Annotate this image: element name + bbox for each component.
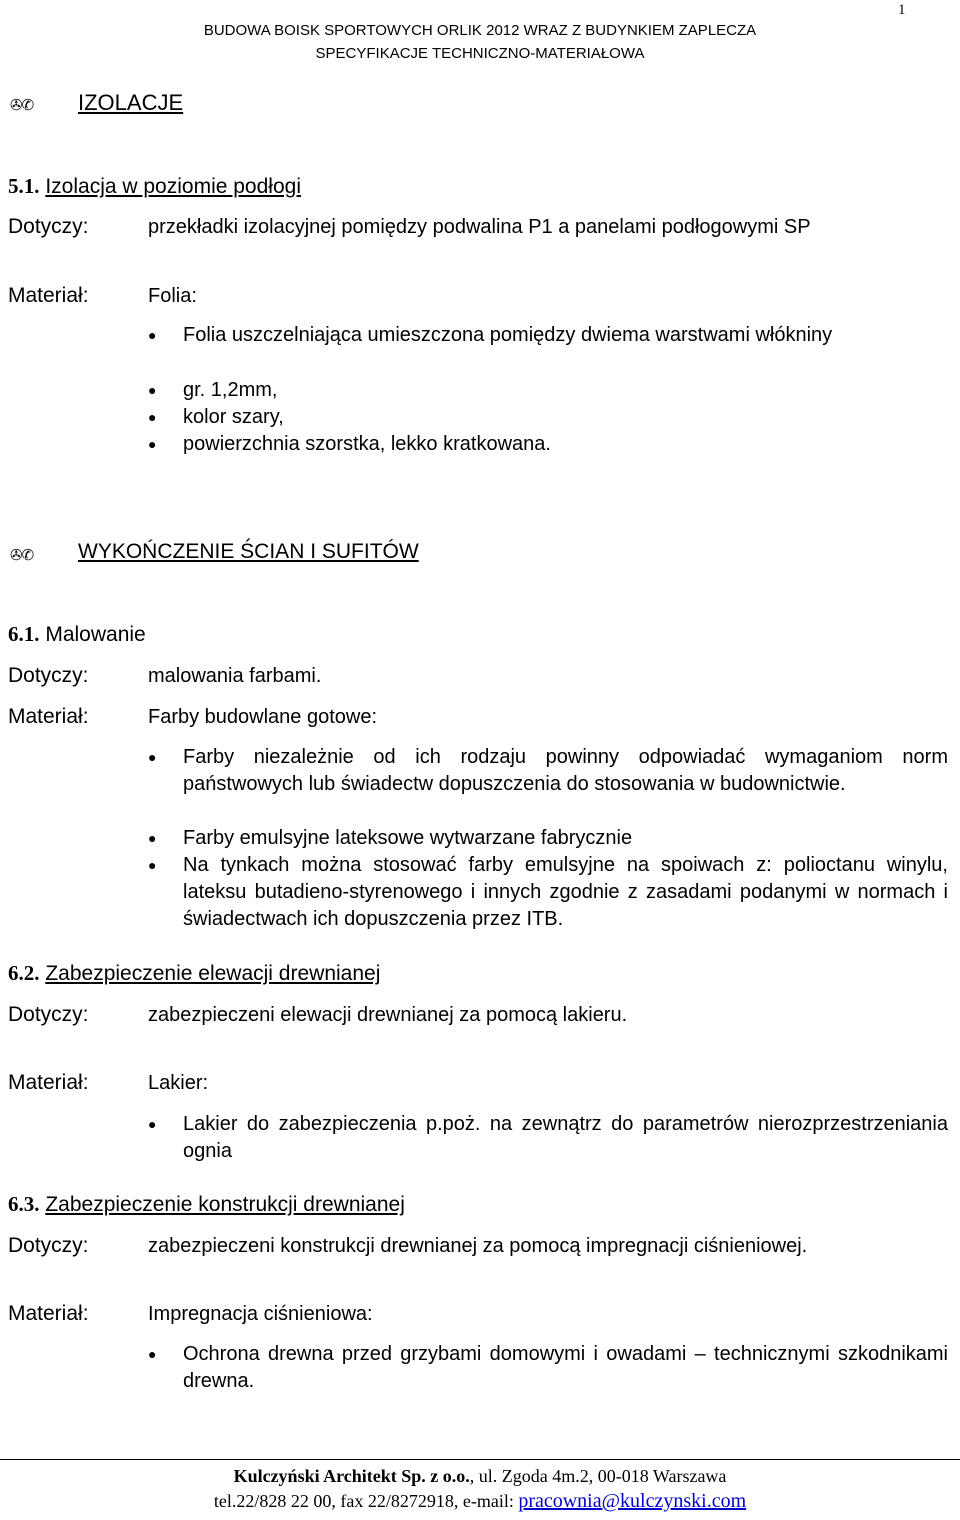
section-bullet-icon: ✇✆ xyxy=(10,546,34,564)
bullet-icon: ● xyxy=(148,1346,157,1362)
bullet-icon: ● xyxy=(148,830,157,846)
header-line-2: SPECYFIKACJE TECHNICZNO-MATERIAŁOWA xyxy=(315,45,645,62)
subsection-5-1-heading xyxy=(8,174,301,199)
list-item: ● powierzchnia szorstka, lekko kratkowana. xyxy=(148,431,948,458)
list-item: ● Lakier do zabezpieczenia p.poż. na zewnątrz do parametrów nierozprzestrzeniania ognia xyxy=(148,1113,948,1162)
list-item: ● gr. 1,2mm, xyxy=(148,377,948,404)
footer-line-1 xyxy=(0,1466,960,1487)
footer-address: , ul. Zgoda 4m.2, 00-018 Warszawa xyxy=(469,1466,727,1486)
subsection-title: Zabezpieczenie elewacji drewnianej xyxy=(45,962,381,985)
list-item: ● Na tynkach można stosować farby emulsyjne na spoiwach z: polioctanu winylu, lateksu butadieno-styrenowego i innych zgodnie z zasadami podanymi w normach i świadectwach ich dopuszczenia przez ITB. xyxy=(148,854,948,930)
dotyczy-label: Dotyczy: xyxy=(8,664,89,687)
subsection-title: Zabezpieczenie konstrukcji drewnianej xyxy=(45,1193,405,1216)
bullet-icon: ● xyxy=(148,436,157,452)
dotyczy-label: Dotyczy: xyxy=(8,1003,89,1026)
section-6-title: WYKOŃCZENIE ŚCIAN I SUFITÓW xyxy=(78,540,419,563)
list-item: ● Folia uszczelniająca umieszczona pomiędzy dwiema warstwami włókniny xyxy=(148,322,948,349)
list-item: ● Ochrona drewna przed grzybami domowymi i owadami – technicznymi szkodnikami drewna. xyxy=(148,1343,948,1392)
dotyczy-label: Dotyczy: xyxy=(8,215,89,238)
subsection-number: 6.2. xyxy=(8,961,40,985)
bullet-icon: ● xyxy=(148,409,157,425)
subsection-number: 6.3. xyxy=(8,1192,40,1216)
subsection-title: Izolacja w poziomie podłogi xyxy=(45,175,301,198)
bullet-icon: ● xyxy=(148,327,157,343)
dotyczy-value: malowania farbami. xyxy=(148,665,322,687)
dotyczy-label: Dotyczy: xyxy=(8,1234,89,1257)
footer-divider xyxy=(0,1459,960,1460)
section-5-title: IZOLACJE xyxy=(78,90,184,115)
bullet-icon: ● xyxy=(148,382,157,398)
subsection-6-1-heading xyxy=(8,622,146,647)
list-item: ● kolor szary, xyxy=(148,404,948,431)
material-value: Lakier: xyxy=(148,1072,209,1094)
footer-email-link[interactable]: pracownia@kulczynski.com xyxy=(518,1490,747,1512)
subsection-number: 5.1. xyxy=(8,174,40,198)
material-label: Materiał: xyxy=(8,1071,89,1094)
material-label: Materiał: xyxy=(8,1302,89,1325)
dotyczy-value: przekładki izolacyjnej pomiędzy podwalina P1 a panelami podłogowymi SP xyxy=(148,216,811,238)
subsection-title: Malowanie xyxy=(45,623,146,646)
section-bullet-icon: ✇✆ xyxy=(10,96,34,114)
dotyczy-value: zabezpieczeni konstrukcji drewnianej za pomocą impregnacji ciśnieniowej. xyxy=(148,1235,808,1257)
page-number: 1 xyxy=(898,2,906,18)
bullet-icon: ● xyxy=(148,857,157,873)
footer-company: Kulczyński Architekt Sp. z o.o. xyxy=(233,1466,470,1486)
material-value: Folia: xyxy=(148,285,197,307)
subsection-6-2-heading xyxy=(8,961,380,986)
footer-contact: tel.22/828 22 00, fax 22/8272918, e-mail: xyxy=(213,1491,519,1511)
bullet-icon: ● xyxy=(148,1116,157,1132)
bullet-icon: ● xyxy=(148,749,157,765)
header-line-1: BUDOWA BOISK SPORTOWYCH ORLIK 2012 WRAZ Z BUDYNKIEM ZAPLECZA xyxy=(203,22,757,39)
list-item: ● Farby niezależnie od ich rodzaju powinny odpowiadać wymaganiom norm państwowych lub świadectw dopuszczenia do stosowania w budownictwie. xyxy=(148,746,948,795)
subsection-number: 6.1. xyxy=(8,622,40,646)
dotyczy-value: zabezpieczeni elewacji drewnianej za pomocą lakieru. xyxy=(148,1004,628,1026)
material-value: Farby budowlane gotowe: xyxy=(148,706,378,728)
subsection-6-3-heading xyxy=(8,1192,405,1217)
material-value: Impregnacja ciśnieniowa: xyxy=(148,1303,373,1325)
material-label: Materiał: xyxy=(8,705,89,728)
material-label: Materiał: xyxy=(8,284,89,307)
list-item: ● Farby emulsyjne lateksowe wytwarzane fabrycznie xyxy=(148,825,948,852)
footer-line-2 xyxy=(0,1490,960,1513)
